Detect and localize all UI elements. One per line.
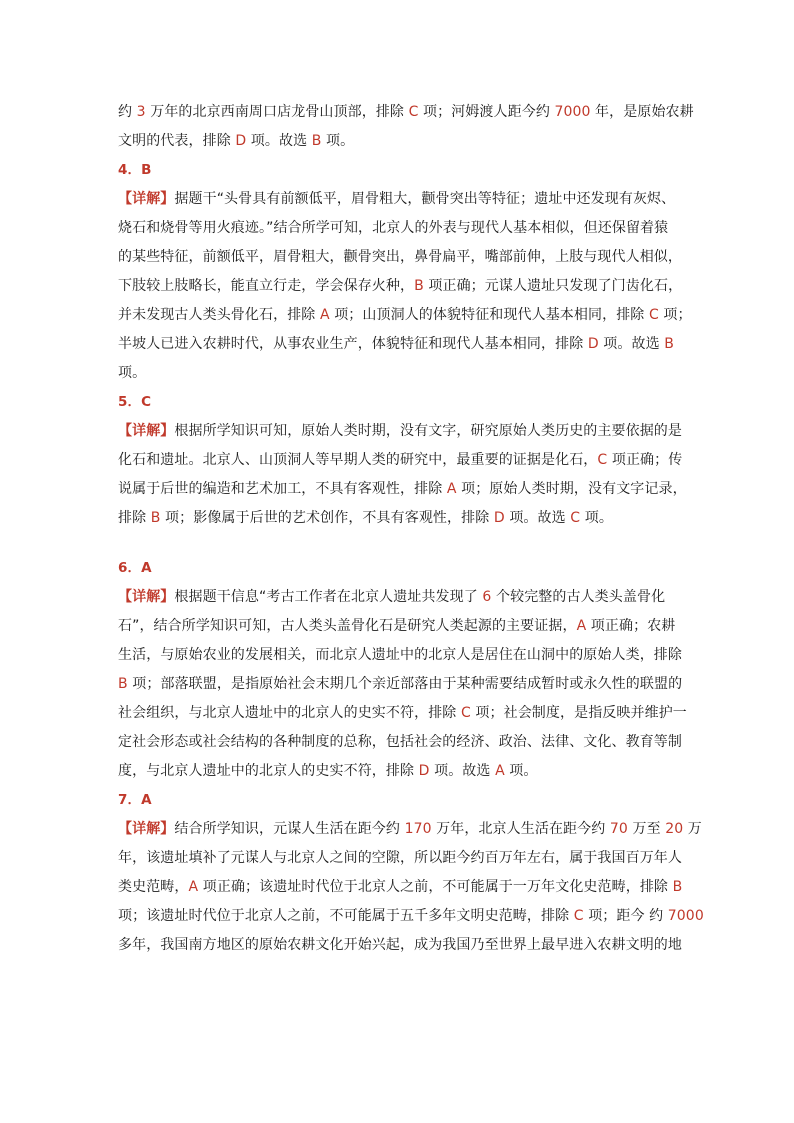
text-segment: 项；河姆渡人距今约	[418, 104, 555, 120]
highlight-text: C	[408, 104, 419, 120]
blank-line	[118, 533, 678, 554]
text-line	[118, 641, 682, 670]
answer-heading: 5．C	[118, 394, 152, 410]
text-line	[118, 844, 682, 873]
highlight-text: B	[664, 336, 674, 352]
text-line	[118, 815, 702, 844]
text-line	[118, 301, 692, 330]
highlight-text: B	[118, 676, 128, 692]
highlight-text: B	[150, 510, 161, 526]
answer-heading: 6．A	[118, 560, 152, 576]
text-segment: 项。	[580, 510, 613, 526]
text-segment: 说属于后世的编造和艺术加工，不具有客观性，排除	[118, 481, 447, 497]
text-segment: 并未发现古人类头骨化石，排除	[118, 307, 320, 323]
text-segment: 类史范畴，	[118, 879, 189, 895]
text-segment: 项；	[658, 307, 692, 323]
text-line	[118, 475, 687, 504]
text-segment: 年，该遗址填补了元谋人与北京人之间的空隙，所以距今约百万年左右，属于我国百万年人	[118, 850, 682, 866]
highlight-text: A	[446, 481, 457, 497]
text-segment: 半坡人已进入农耕时代，从事农业生产，体貌特征和现代人基本相同，排除	[118, 336, 588, 352]
explanation-paragraph	[118, 185, 692, 388]
text-segment: 度，与北京人遗址中的北京人的史实不符，排除	[118, 763, 419, 779]
highlight-text: C	[460, 705, 471, 721]
text-segment: 项。	[504, 763, 538, 779]
text-segment: 下肢较上肢略长，能直立行走，学会保存火种，	[118, 278, 415, 294]
text-segment: 排除	[118, 510, 151, 526]
text-line	[118, 873, 683, 902]
text-line	[118, 214, 678, 243]
text-segment: 社会组织，与北京人遗址中的北京人的史实不符，排除	[118, 705, 461, 721]
text-segment: 年，是原始农耕	[590, 104, 694, 120]
highlight-text: A	[188, 879, 199, 895]
text-segment: 项正确；该遗址时代位于北京人之前，不可能属于一万年文化史范畴，排除	[198, 879, 673, 895]
highlight-text: C	[597, 452, 608, 468]
text-line	[118, 612, 678, 641]
text-segment: 根据所学知识可知，原始人类时期，没有文字，研究原始人类历史的主要依据的是	[174, 423, 683, 439]
text-segment: 项。故选	[246, 133, 312, 149]
text-segment: 文明的代表，排除	[118, 133, 236, 149]
text-segment: 万至	[627, 821, 666, 837]
text-segment: 项正确；元谋人遗址只发现了门齿化石，	[423, 278, 683, 294]
text-segment: 项；山顶洞人的体貌特征和现代人基本相同，排除	[329, 307, 649, 323]
text-line	[118, 359, 678, 388]
highlight-text: A	[495, 763, 505, 779]
text-segment: 万年，北京人生活在距今约	[431, 821, 610, 837]
text-line	[118, 127, 678, 156]
highlight-text: D	[418, 763, 430, 779]
highlight-text: 3	[136, 104, 146, 120]
text-segment: 根据题干信息“考古工作者在北京人遗址共发现了	[174, 589, 483, 605]
explanation-paragraph	[118, 583, 687, 786]
text-segment: 结合所学知识，元谋人生活在距今约	[174, 821, 405, 837]
highlight-text: C	[648, 307, 659, 323]
highlight-text: 70	[609, 821, 628, 837]
text-line	[118, 583, 678, 612]
text-segment: 项。故选	[429, 763, 496, 779]
text-segment: 生活，与原始农业的发展相关，而北京人遗址中的北京人是居住在山洞中的原始人类，排除	[118, 647, 682, 663]
text-line	[118, 98, 694, 127]
text-segment: 项。	[321, 133, 355, 149]
highlight-text: B	[414, 278, 424, 294]
text-segment: 项正确；农耕	[586, 618, 676, 634]
text-segment: 万	[683, 821, 702, 837]
highlight-text: 170	[404, 821, 432, 837]
text-segment: 据题干“头骨具有前额低平，眉骨粗大，颧骨突出等特征；遗址中还发现有灰烬、	[174, 191, 676, 207]
text-segment: 多年，我国南方地区的原始农耕文化开始兴起，成为我国乃至世界上最早进入农耕文明的地	[118, 937, 682, 953]
text-segment: 项正确；传	[607, 452, 683, 468]
text-segment: 项；影像属于后世的艺术创作，不具有客观性，排除	[160, 510, 494, 526]
text-segment: 的某些特征，前额低平，眉骨粗大，颧骨突出，鼻骨扁平，嘴部前伸，上肢与现代人相似，	[118, 249, 682, 265]
highlight-text: A	[576, 618, 587, 634]
highlight-text: D	[587, 336, 599, 352]
highlight-text: D	[235, 133, 247, 149]
text-segment: 定社会形态或社会结构的各种制度的总称，包括社会的经济、政治、法律、文化、教育等制	[118, 734, 682, 750]
detail-label: 【详解】	[118, 423, 175, 439]
text-line	[118, 699, 687, 728]
document-page	[118, 98, 704, 960]
text-line	[118, 902, 704, 931]
text-line	[118, 931, 682, 960]
highlight-text: C	[570, 510, 581, 526]
text-line	[118, 670, 683, 699]
text-line	[118, 757, 678, 786]
text-line	[118, 446, 683, 475]
highlight-text: C	[573, 908, 584, 924]
highlight-text: A	[319, 307, 330, 323]
highlight-text: 6	[482, 589, 492, 605]
text-segment: 项；社会制度，是指反映并维护一	[470, 705, 687, 721]
text-segment: 项。故选	[504, 510, 571, 526]
highlight-text: 7000	[667, 908, 704, 924]
explanation-paragraph	[118, 815, 704, 960]
text-line	[118, 504, 678, 533]
detail-label: 【详解】	[118, 821, 175, 837]
text-line	[118, 185, 678, 214]
highlight-text: D	[493, 510, 505, 526]
text-segment: 化石和遗址。北京人、山顶洞人等早期人类的研究中，最重要的证据是化石，	[118, 452, 598, 468]
text-segment: 万年的北京西南周口店龙骨山顶部，排除	[145, 104, 409, 120]
text-line	[118, 417, 683, 446]
highlight-text: B	[672, 879, 683, 895]
text-segment: 个较完整的古人类头盖骨化	[491, 589, 666, 605]
answer-heading: 4．B	[118, 162, 152, 178]
answer-heading: 7．A	[118, 792, 152, 808]
text-segment: 烧石和烧骨等用火痕迹。”结合所学可知，北京人的外表与现代人基本相似，但还保留着猿	[118, 220, 669, 236]
text-line	[118, 272, 683, 301]
detail-label: 【详解】	[118, 191, 175, 207]
highlight-text: B	[311, 133, 322, 149]
explanation-paragraph	[118, 417, 687, 533]
text-segment: 项。	[118, 365, 147, 381]
text-line	[118, 330, 678, 359]
highlight-text: 20	[665, 821, 684, 837]
detail-label: 【详解】	[118, 589, 175, 605]
text-segment: 项；部落联盟，是指原始社会末期几个亲近部落由于某种需要结成暂时或永久性的联盟的	[127, 676, 683, 692]
text-line	[118, 728, 682, 757]
text-segment: 项；原始人类时期，没有文字记录，	[456, 481, 687, 497]
text-segment: 项；该遗址时代位于北京人之前，不可能属于五千多年文明史范畴，排除	[118, 908, 574, 924]
text-segment: 项。故选	[598, 336, 665, 352]
text-segment: 项；距今 约	[583, 908, 668, 924]
explanation-paragraph	[118, 98, 694, 156]
text-line	[118, 243, 682, 272]
text-segment: 约	[118, 104, 137, 120]
text-segment: 石”，结合所学知识可知，古人类头盖骨化石是研究人类起源的主要证据，	[118, 618, 577, 634]
highlight-text: 7000	[554, 104, 591, 120]
